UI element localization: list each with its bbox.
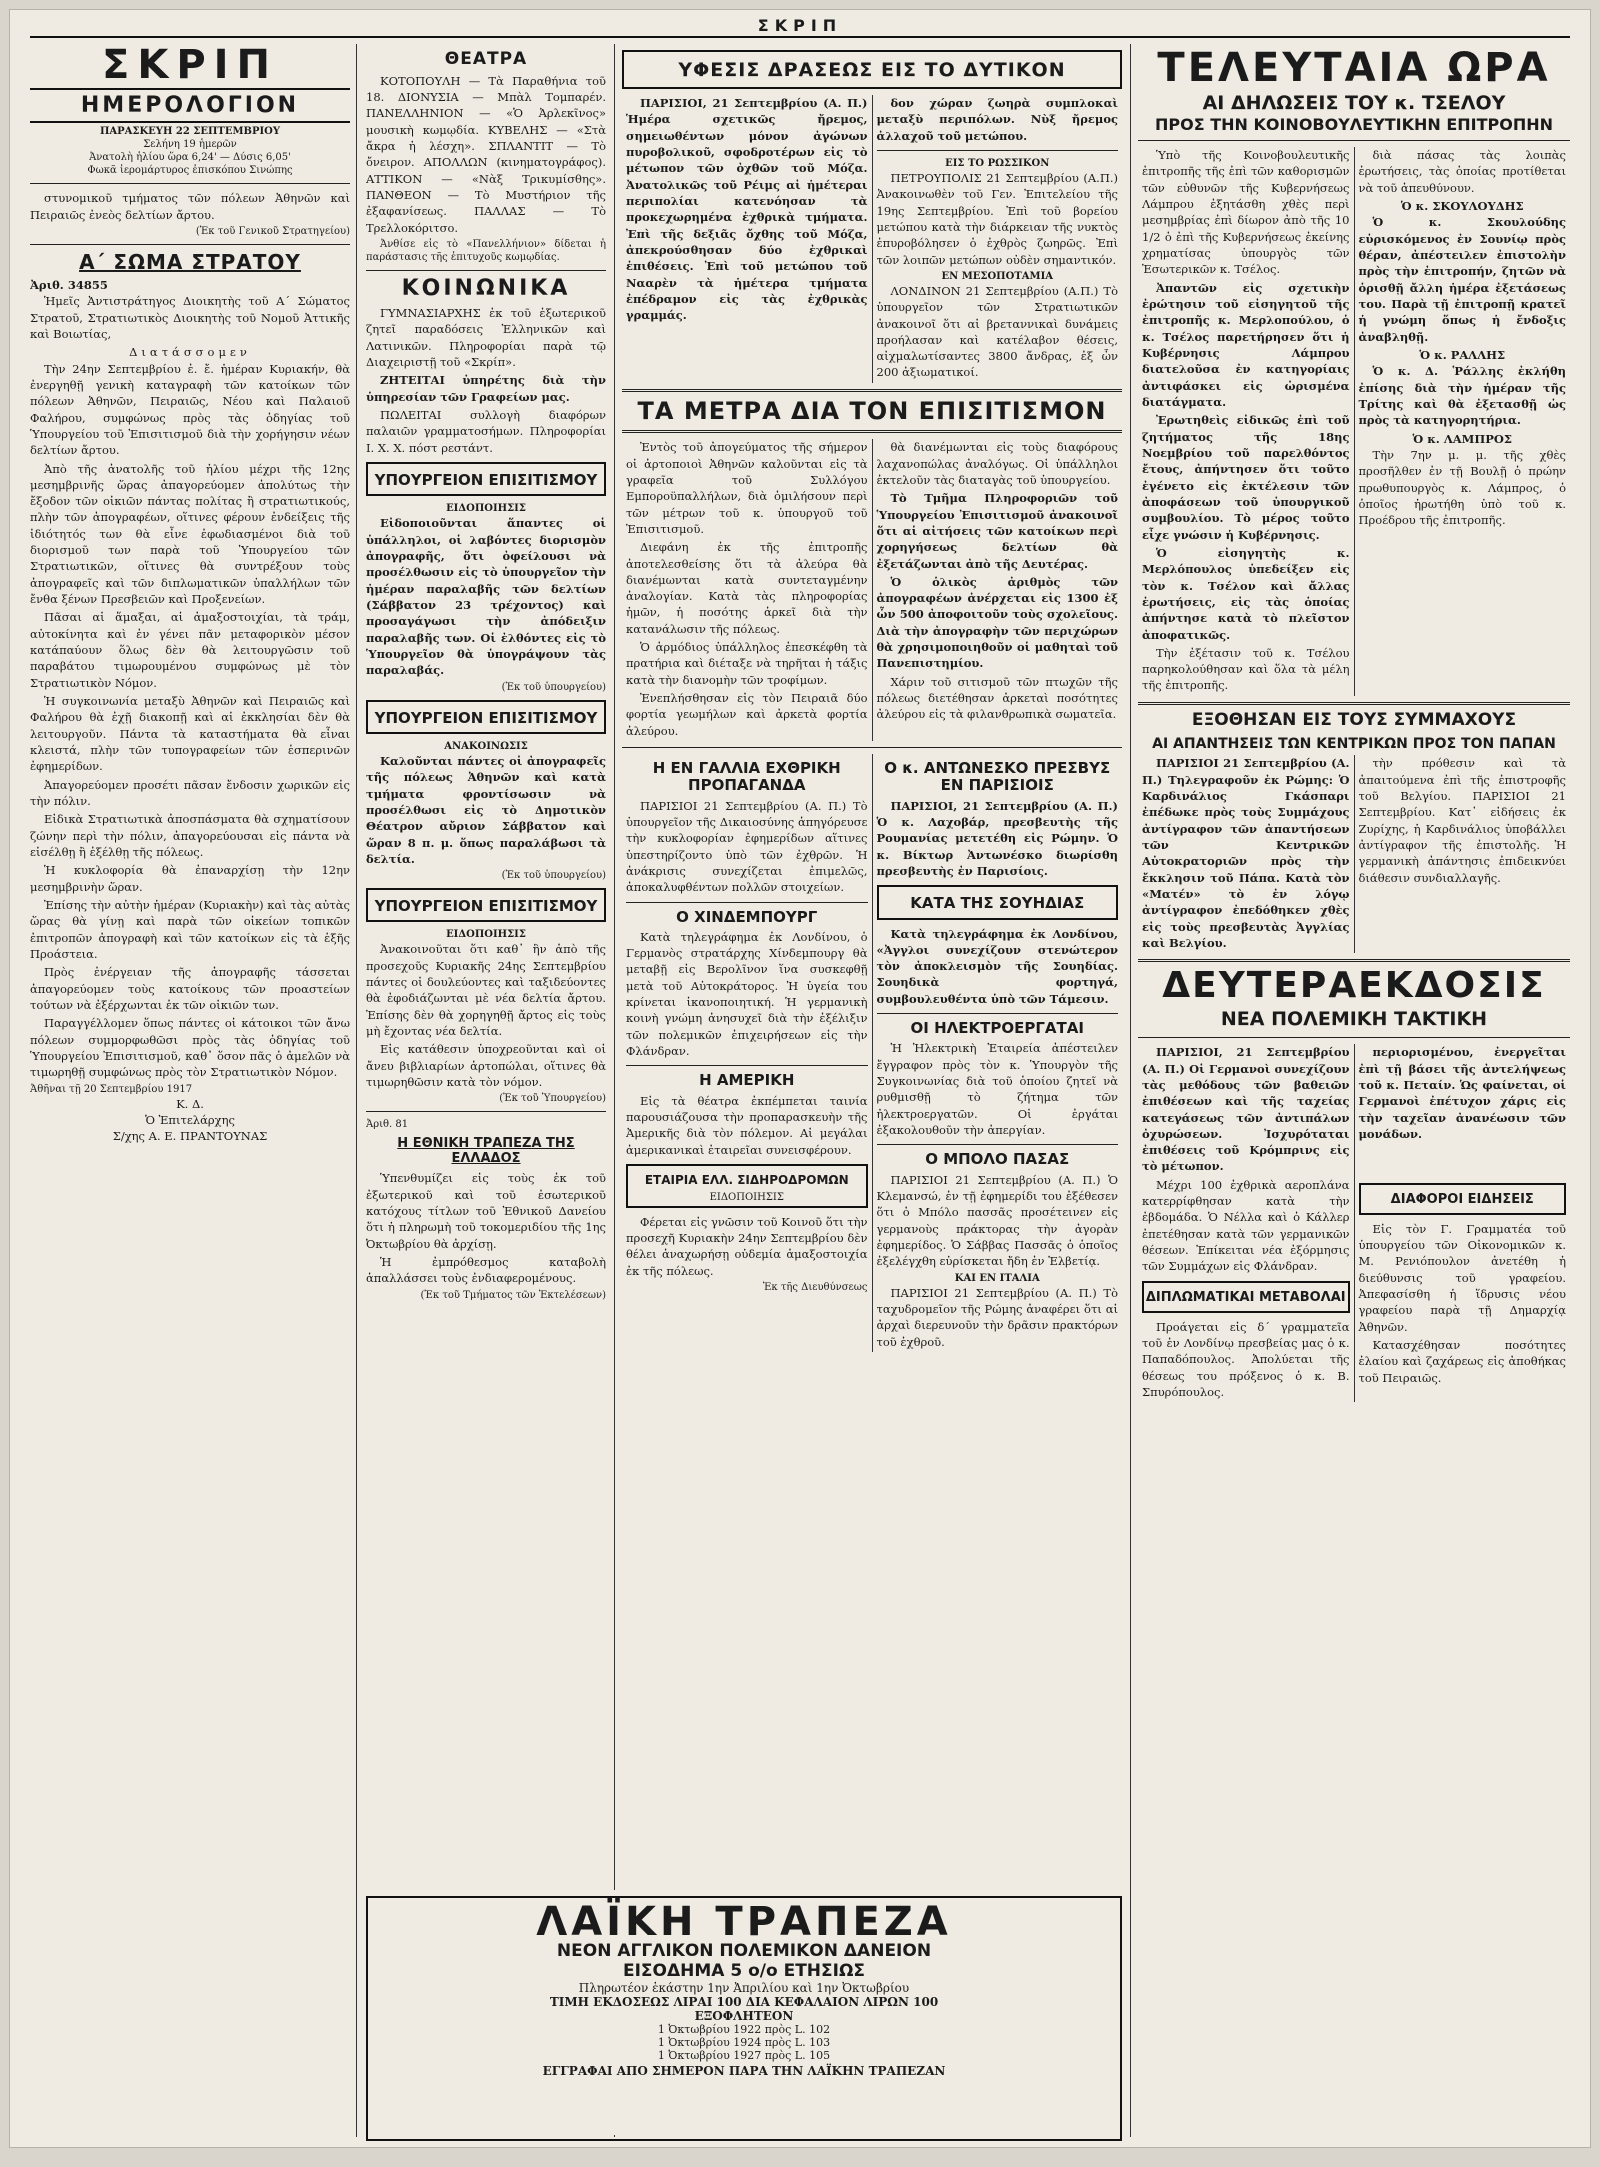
social-text: ΠΩΛΕΙΤΑΙ συλλογὴ διαφόρων παλαιῶν γραμματοσήμων. Πληροφορίαι Ι. Χ. Χ. πόστ ρεστάντ.	[366, 408, 606, 455]
newspaper-page	[10, 10, 1590, 2147]
ministry-source: (Ἐκ τοῦ ὑπουργείου)	[501, 870, 606, 882]
calendar-date: ΠΑΡΑΣΚΕΥΗ 22 ΣΕΠΤΕΜΒΡΙΟΥ	[99, 126, 281, 138]
russia-text: ΠΕΤΡΟΥΠΟΛΙΣ 21 Σεπτεμβρίου (Α.Π.) Ἀνακοινωθὲν τοῦ Γεν. Ἐπιτελείου τῆς 19ης Σεπτεμβρίου. Ἐπὶ τοῦ βορείου μετώπου κατὰ τὴν διάρκειαν τῆς νυκτὸς ἐπυροβόλησεν ὁ ἐχθρὸς ζωηρῶς. Ἐπὶ τῶν λοιπῶν μετώπων οὐδὲν σημαντικόν.	[876, 170, 1118, 267]
laiki-ad	[366, 1890, 1122, 2135]
theatre-heading: ΘΕΑΤΡΑ	[444, 49, 528, 69]
laiki-line: ΕΙΣΟΔΗΜΑ 5 ο/ο ΕΤΗΣΙΩΣ	[622, 1960, 866, 1981]
bank-number: Ἀριθ. 81	[366, 1119, 409, 1131]
america-text: Εἰς τὰ θέατρα ἐκπέμπεται ταινία παρουσιάζουσα τὴν προπαρασκευὴν τῆς Ἀμερικῆς διὰ τὸν πόλεμον. Αἱ μεγάλαι ἀμερικανικαὶ ἐταιρεῖαι συνεισφέρουν.	[626, 1093, 868, 1157]
declarations-text: Ἐρωτηθεὶς εἰδικῶς ἐπὶ τοῦ ζητήματος τῆς 18ης Νοεμβρίου τοῦ παρελθόντος ἔτους, ἀπήντησεν ὅτι τοῦτο ἐγένετο εἰς ἐκτέλεσιν τῶν ἀποφάσεων τοῦ ὑπουργικοῦ συμβουλίου. Τὸ μέρος τοῦτο εἶχε γνώσιν ἡ Κυβέρνησις.	[1142, 413, 1350, 542]
column-3	[622, 44, 1122, 2137]
laiki-bottom: ΕΓΓΡΑΦΑΙ ΑΠΟ ΣΗΜΕΡΟΝ ΠΑΡΑ ΤΗΝ ΛΑΪΚΗΝ ΤΡΑΠΕΖΑΝ	[542, 2064, 946, 2079]
front-heading: ΥΦΕΣΙΣ ΔΡΑΣΕΩΣ ΕΙΣ ΤΟ ΔΥΤΙΚΟΝ	[678, 59, 1066, 81]
ministry-heading: ΥΠΟΥΡΓΕΙΟΝ ΕΠΙΣΙΤΙΣΜΟΥ	[374, 708, 598, 727]
last-hour-heading: ΤΕΛΕΥΤΑΙΑ ΩΡΑ	[1157, 45, 1551, 91]
ministry-heading: ΥΠΟΥΡΓΕΙΟΝ ΕΠΙΣΙΤΙΣΜΟΥ	[374, 897, 598, 916]
laiki-line: ΤΙΜΗ ΕΚΔΟΣΕΩΣ ΛΙΡΑΙ 100 ΔΙΑ ΚΕΦΑΛΑΙΟΝ ΛΙΡΩΝ 100	[549, 1995, 939, 2010]
laiki-line: Πληρωτέον ἑκάστην 1ην Ἀπριλίου καὶ 1ην Ὀκτωβρίου	[578, 1981, 910, 1996]
laiki-row: 1 Ὀκτωβρίου 1922 πρὸς L. 102	[657, 2023, 831, 2037]
second-edition-text: Μέχρι 100 ἐχθρικὰ αεροπλάνα κατερρίφθησαν κατὰ τὴν ἐβδομάδα. Ὁ Νέλλα καὶ ὁ Κάλλερ ἐπετέθησαν κατὰ τῶν γερμανικῶν θέσεων. Ἐπίκειται νέα ἐξόρμησις τῶν Συμμάχων εἰς Φλάνδραν.	[1142, 1177, 1350, 1274]
intro-source: (Ἐκ τοῦ Γενικοῦ Στρατηγείου)	[195, 225, 350, 237]
ministry-sub: ΑΝΑΚΟΙΝΩΣΙΣ	[444, 740, 528, 752]
ministry-text: Εἰδοποιοῦνται ἅπαντες οἱ ὑπάλληλοι, οἱ λαβόντες διορισμὸν ἀπογραφῆς, ὅτι ὀφείλουσι νὰ προσέλθωσιν εἰς τὸ ὑπουργεῖον τὴν ἡμέραν παραλαβῆς τῶν δελτίων (Σάββατον 23 τρέχοντος) καὶ προσαγάγωσι τὴν ἀπόδειξιν παραλαβῆς των. Οἱ ἐλθόντες εἰς τὸ Ὑπουργεῖον θὰ ὑπογράψουν τὰς παραλαβάς.	[366, 516, 606, 678]
diplomatic-heading: ΔΙΠΛΩΜΑΤΙΚΑΙ ΜΕΤΑΒΟΛΑΙ	[1145, 1289, 1346, 1305]
army-paragraph: Εἰδικὰ Στρατιωτικὰ ἀποσπάσματα θὰ σχηματίσουν ζώνην περὶ τὴν πόλιν, ἀπαγορεύουσαι εἰς πάντα νὰ εἰσέλθῃ ἢ ἐξέλθῃ τῆς πόλεως.	[30, 812, 350, 860]
antonescu-heading: Ο κ. ΑΝΤΩΝΕΣΚΟ ΠΡΕΣΒΥΣ ΕΝ ΠΑΡΙΣΙΟΙΣ	[884, 759, 1111, 795]
measures-text: Ὁ ἁρμόδιος ὑπάλληλος ἐπεσκέφθη τὰ πρατήρια καὶ διέταξε νὰ τηρῆται ἡ τάξις κατὰ τὴν διανομὴν τῶν τροφίμων.	[626, 640, 868, 687]
army-role: Ὁ Ἐπιτελάρχης	[145, 1112, 235, 1127]
allies-heading: ΕΞΟΘΗΣΑΝ ΕΙΣ ΤΟΥΣ ΣΥΜΜΑΧΟΥΣ	[1191, 709, 1517, 730]
allies-text: τὴν πρόθεσιν καὶ τὰ ἀπαιτούμενα ἐπὶ τῆς ἐπιστροφῆς τοῦ Βελγίου. ΠΑΡΙΣΙΟΙ 21 Σεπτεμβρίου. Κατ᾿ εἰδήσεις ἐκ Ζυρίχης, ἡ Καρδινάλιος ὑποβάλλει ἀντίγραφον τῆς ἐπιστολῆς. Ἡ γερμανικὴ ἀπάντησις ἐπιδεικνύει διάθεσιν συνδιαλλαγῆς.	[1358, 756, 1566, 885]
front-text: δον χώραν ζωηρὰ συμπλοκαὶ μεταξὺ περιπόλων. Νὺξ ἤρεμος ἀλλαχοῦ τοῦ μετώπου.	[876, 95, 1118, 143]
second-edition-sub: ΝΕΑ ΠΟΛΕΜΙΚΗ ΤΑΚΤΙΚΗ	[1220, 1008, 1488, 1031]
column-divider	[356, 44, 357, 2137]
measures-text: Ἐνεπλήσθησαν εἰς τὸν Πειραιᾶ δύο φορτία γεωμήλων καὶ ἀρκετὰ φορτία ἀλεύρου.	[626, 691, 868, 738]
declarations-text: Ὑπὸ τῆς Κοινοβουλευτικῆς ἐπιτροπῆς τῆς ἐπὶ τῶν καθορισμῶν τῶν εὐθυνῶν τῆς Κυβερνήσεως Λάμπρου ἐξητάσθη χθὲς περὶ μεσημβρίας ἐπὶ δίωρον ἀπὸ τῆς 10 1/2 ὁ ἐπὶ τῆς Κυβερνήσεως ἐκείνης χρηματίσας ὑπουργὸς τῶν Ἐσωτερικῶν κ. Τσέλος.	[1142, 147, 1350, 277]
ministry-sub: ΕΙΔΟΠΟΙΗΣΙΣ	[446, 503, 526, 515]
army-signature: Σ/χης Α. Ε. ΠΡΑΝΤΟΥΝΑΣ	[112, 1129, 268, 1144]
declarations-text: Ἀπαντῶν εἰς σχετικὴν ἐρώτησιν τοῦ εἰσηγητοῦ τῆς ἐπιτροπῆς κ. Μερλοπούλου, ὁ κ. Τσέλος παρετήρησεν ὅτι ἡ Κυβέρνησις Λάμπρου διατελοῦσα ἐν κατηγορίαις ἀντιφάσκει εἰς ὡρισμένα διατάγματα.	[1142, 280, 1350, 409]
theatre-note: Ἀνθίσε εἰς τὸ «Πανελλήνιον» δίδεται ἡ παράστασις τῆς ἐπιτυχοῦς κωμῳδίας.	[366, 238, 606, 263]
france-text: ΠΑΡΙΣΙΟΙ 21 Σεπτεμβρίου (Α. Π.) Τὸ ὑπουργεῖον τῆς Δικαιοσύνης ἀπηγόρευσε τὴν κυκλοφορίαν ἐφημερίδων αἵτινες ὑπεστηρίζοντο ὑπὸ τῶν ἐχθρῶν. Ἡ ἀνάκρισις συνεχίζεται ἐπιμελῶς, ἀποκαλυφθέντων πολλῶν στοιχείων.	[626, 798, 868, 895]
bank-source: (Ἐκ τοῦ Τμήματος τῶν Ἐκτελέσεων)	[420, 1289, 606, 1301]
measures-text: Ὁ ὁλικὸς ἀριθμὸς τῶν ἀπογραφέων ἀνέρχεται εἰς 1300 ἐξ ὧν 500 ἀποφοιτοῦν τοὺς σχολεῖους. Διὰ τὴν ἀπογραφὴν τῶν περιχώρων θὰ χρησιμοποιηθοῦν οἱ μαθηταὶ τοῦ Πανεπιστημίου.	[876, 574, 1118, 671]
masthead	[30, 14, 1570, 38]
army-paragraph: Ἡμεῖς Ἀντιστράτηγος Διοικητὴς τοῦ Α΄ Σώματος Στρατοῦ, Στρατιωτικὸς Διοικητὴς τοῦ Νομοῦ Ἀττικῆς καὶ Βοιωτίας,	[30, 294, 350, 341]
measures-heading: ΤΑ ΜΕΤΡΑ ΔΙΑ ΤΟΝ ΕΠΙΣΙΤΙΣΜΟΝ	[637, 396, 1107, 425]
meso-heading: ΕΝ ΜΕΣΟΠΟΤΑΜΙΑ	[941, 270, 1054, 282]
measures-text: Ἐντὸς τοῦ ἀπογεύματος τῆς σήμερον οἱ ἀρτοποιοὶ Ἀθηνῶν καλοῦνται εἰς τὰ γραφεῖα τοῦ Συλλόγου Εμποροϋπαλλήλων, διὰ ὁμιλήσουν περὶ τῶν μέτρων τοῦ κ. ὑπουργοῦ τοῦ Ἐπισιτισμοῦ.	[626, 440, 868, 536]
declarations-text: Τὴν ἐξέτασιν τοῦ κ. Τσέλου παρηκολούθησαν καὶ ὅλα τὰ μέλη τῆς ἐπιτροπῆς.	[1142, 645, 1350, 693]
declarations-text: Ὁ κ. Δ. Ῥάλλης ἐκλήθη ἐπίσης διὰ τὴν ἡμέραν τῆς Τρίτης καὶ θὰ ἐξετασθῇ ὡς πρὸς τὰ κατηγορητήρια.	[1358, 364, 1566, 428]
measures-text: Χάριν τοῦ σιτισμοῦ τῶν πτωχῶν τῆς πόλεως διετέθησαν ἀρκεταὶ ποσότητες ἀλεύρου εἰς τὰ φιλανθρωπικὰ σωματεῖα.	[876, 674, 1118, 722]
declarations-sub: ΑΙ ΔΗΛΩΣΕΙΣ ΤΟΥ κ. ΤΣΕΛΟΥ	[1202, 92, 1506, 114]
hindenburg-text: Κατὰ τηλεγράφημα ἐκ Λονδίνου, ὁ Γερμανὸς στρατάρχης Χίνδεμπουργ θὰ μεταβῇ εἰς Βερολῖνον ἵνα συσκεφθῇ μετὰ τοῦ Αὐτοκράτορος. Ἡ ὑγεία του κρίνεται ἱκανοποιητική. Ἡ γερμανικὴ κοινὴ γνώμη ἀνησυχεῖ διὰ τὴν ἐξέλιξιν τῶν πολεμικῶν ἐπιχειρήσεων εἰς τὴν Φλάνδραν.	[626, 929, 868, 1059]
ministry-source: (Ἐκ τοῦ Ὑπουργείου)	[499, 1093, 606, 1105]
calendar-sun: Ἀνατολὴ ἡλίου ὥρα 6,24' — Δύσις 6,05'	[89, 152, 291, 164]
misc-text: Κατασχέθησαν ποσότητες ἐλαίου καὶ ζαχάρεως εἰς ἀποθήκας τοῦ Πειραιῶς.	[1358, 1338, 1566, 1385]
bank-text: Ἡ ἐμπρόθεσμος καταβολὴ ἀπαλλάσσει τοὺς ἐνδιαφερομένους.	[366, 1254, 606, 1286]
calendar-feast: Φωκᾶ ἱερομάρτυρος ἐπισκόπου Σινώπης	[87, 165, 293, 177]
sweden-heading: ΚΑΤΑ ΤΗΣ ΣΟΥΗΔΙΑΣ	[910, 894, 1085, 913]
laiki-line: ΝΕΟΝ ΑΓΓΛΙΚΟΝ ΠΟΛΕΜΙΚΟΝ ΔΑΝΕΙΟΝ	[556, 1941, 932, 1961]
social-heading: ΚΟΙΝΩΝΙΚΑ	[401, 275, 571, 301]
declarations-name: Ὁ κ. ΡΑΛΛΗΣ	[1419, 347, 1506, 362]
meso-text: ΛΟΝΔΙΝΟΝ 21 Σεπτεμβρίου (Α.Π.) Τὸ ὑπουργεῖον τῶν Στρατιωτικῶν ἀνακοινοῖ ὅτι αἱ βρεταννικαὶ δυνάμεις προήλασαν καὶ κατέλαβον θέσεις, αἰχμαλωτίσαντες 3800 ἄνδρας, ἐξ ὧν 200 ἀξιωματικοί.	[876, 283, 1118, 380]
declarations-text: Ὁ κ. Σκουλούδης εὑρισκόμενος ἐν Σουνίῳ πρὸς θέραν, ἀπέστειλεν ἐπιστολὴν πρὸς τὴν ἐπιτροπήν, ζητῶν νὰ ὁρισθῇ ἄλλη ἡμέρα ἐξετάσεως του. Παρὰ τῇ ἐπιτροπῇ κρατεῖ ἡ γνώμη ὅπως ἡ ἔνδοξις ἀναβληθῇ.	[1358, 215, 1566, 344]
measures-text: Διεφάνη ἐκ τῆς ἐπιτροπῆς ἀποτελεσθείσης ὅτι τὰ ἀλεύρα θὰ διανέμωνται κατὰ συντεταγμένην ἀναλογίαν. Κατὰ τὰς πληροφορίας ἡμῶν, ἡ ποσότης ἀρκεῖ διὰ τὴν κατανάλωσιν τῆς πόλεως.	[626, 540, 868, 636]
second-edition-text: περιορισμένου, ἐνεργεῖται ἐπὶ τῇ βάσει τῆς ἀντελήψεως τοῦ κ. Πεταίν. Ὡς φαίνεται, οἱ Γερμανοὶ ἐπέτυχον χάρις εἰς τὴν ταχεῖαν ἀνανέωσιν τῶν μονάδων.	[1358, 1045, 1566, 1141]
laiki-row: 1 Ὀκτωβρίου 1924 πρὸς L. 103	[657, 2036, 831, 2050]
second-edition-text: ΠΑΡΙΣΙΟΙ, 21 Σεπτεμβρίου (Α. Π.) Οἱ Γερμανοὶ συνεχίζουν τὰς μεθόδους τῶν βαθειῶν ἐπιθέσεων καὶ τῆς ταχείας κατεγάσεως τῶν ἀντιπάλων ὀχυρώσεων. Ἰσχυρόταται ἐπιθέσεις τοῦ Κρόμπρινς εἰς τὸ μέτωπον.	[1142, 1045, 1350, 1174]
america-heading: Η ΑΜΕΡΙΚΗ	[699, 1071, 795, 1090]
russia-heading: ΕΙΣ ΤΟ ΡΩΣΣΙΚΟΝ	[945, 157, 1050, 169]
social-wanted: ΖΗΤΕΙΤΑΙ ὑπηρέτης διὰ τὴν ὑπηρεσίαν τῶν Γραφείων μας.	[366, 373, 606, 404]
ministry-text: Καλοῦνται πάντες οἱ ἀπογραφεῖς τῆς πόλεως Ἀθηνῶν καὶ κατὰ τμήματα φροντίσωσιν νὰ προσέλθωσι εἰς τὸ Δημοτικὸν Θέατρον αὔριον Σάββατον καὶ ὥραν 8 π. μ. ὅπως παραλάβωσι τὰ δελτία.	[366, 753, 606, 866]
calendar-moon: Σελήνη 19 ἡμερῶν	[143, 139, 237, 151]
calendar-title: ΗΜΕΡΟΛΟΓΙΟΝ	[30, 88, 350, 123]
italy-heading: ΚΑΙ ΕΝ ΙΤΑΛΙΑ	[954, 1272, 1040, 1284]
army-paragraph: Ἀπαγορεύομεν προσέτι πᾶσαν ἔνδοσιν χωρικῶν εἰς τὴν πόλιν.	[30, 777, 350, 809]
allies-heading: ΑΙ ΑΠΑΝΤΗΣΕΙΣ ΤΩΝ ΚΕΝΤΡΙΚΩΝ ΠΡΟΣ ΤΟΝ ΠΑΠΑΝ	[1152, 736, 1556, 753]
logo: ΣΚΡΙΠ	[102, 44, 278, 88]
allies-text: ΠΑΡΙΣΙΟΙ 21 Σεπτεμβρίου (Α. Π.) Τηλεγραφοῦν ἐκ Ρώμης: Ὁ Καρδινάλιος Γκάσπαρι ἐπέδωκε πρὸς τοὺς Συμμάχους ἀντίγραφον τῶν ἀπαντήσεων τῶν Κεντρικῶν Αὐτοκρατοριῶν πρὸς τὴν ἔκκλησιν τοῦ Πάπα. Κατὰ τὸν «Ματέν» τὸ ἐν λόγῳ ἀντίγραφον ἐπεδόθηκεν χθὲς εἰς τοὺς πρεσβευτὰς Ἀγγλίας καὶ Βελγίου.	[1142, 756, 1350, 951]
hindenburg-heading: Ο ΧΙΝΔΕΜΠΟΥΡΓ	[676, 907, 818, 926]
france-heading: Η ΕΝ ΓΑΛΛΙΑ ΕΧΘΡΙΚΗ ΠΡΟΠΑΓΑΝΔΑ	[652, 759, 841, 795]
column-divider	[614, 44, 615, 2137]
declarations-name: Ὁ κ. ΛΑΜΠΡΟΣ	[1412, 431, 1513, 446]
electric-text: Ἡ Ἠλεκτρικὴ Ἑταιρεία ἀπέστειλεν ἔγγραφον πρὸς τὸν κ. Ὑπουργὸν τῆς Συγκοινωνίας διὰ τοῦ ὁποίου ζητεῖ νὰ ρυθμισθῇ τὸ ζήτημα τῶν ἠλεκτροεργατῶν. Οἱ ἐργάται ἐξακολουθοῦν τὴν ἀπεργίαν.	[876, 1041, 1118, 1138]
measures-text: θὰ διανέμωνται εἰς τοὺς διαφόρους λαχανοπώλας ἀναλόγως. Οἱ ὑπάλληλοι ἐκτελοῦν τὰς διαταγὰς τοῦ ὑπουργείου.	[876, 440, 1118, 487]
army-paragraph: Ἀπὸ τῆς ἀνατολῆς τοῦ ἡλίου μέχρι τῆς 12ης μεσημβρινῆς ὥρας ἀπαγορεύομεν ἀπολύτως τὴν ἔξοδον τῶν οἰκιῶν πάντας πολίτας ἢ στρατιωτικούς, πλὴν τῶν ἀπογραφέων, οἵτινες φέρουν ἐνδείξεις τῆς ἰδιότητός των θὰ εἶνε ἐφωδιασμένοι διὰ τοῦ διορισμοῦ των παρὰ τοῦ Ὑπουργείου τῶν Στρατιωτικῶν, οἵτινες θὰ συντρέξουν τοὺς ἀπογραφεῖς καὶ τῶν διπλωματικῶν ὑπαλλήλων τῶν ἔνθα ξένων Πρεσβειῶν καὶ Προξενείων.	[30, 461, 350, 607]
column-divider	[1130, 44, 1131, 2137]
declarations-sub: ΠΡΟΣ ΤΗΝ ΚΟΙΝΟΒΟΥΛΕΥΤΙΚΗΝ ΕΠΙΤΡΟΠΗΝ	[1154, 114, 1553, 134]
ministry-heading: ΥΠΟΥΡΓΕΙΟΝ ΕΠΙΣΙΤΙΣΜΟΥ	[374, 471, 598, 490]
sweden-text: Κατὰ τηλεγράφημα ἐκ Λονδίνου, «Ἀγγλοι συνεχίζουν στενώτερον τὸν ἀποκλεισμὸν τῆς Σουηδίας. Σουηδικὰ φορτηγά, συμβουλευθέντα ὑπὸ τῶν Τάμεσιν.	[876, 926, 1118, 1006]
bolo-heading: Ο ΜΠΟΛΟ ΠΑΣΑΣ	[925, 1150, 1070, 1169]
antonescu-text: ΠΑΡΙΣΙΟΙ, 21 Σεπτεμβρίου (Α. Π.) Ὁ κ. Λαχοβάρ, πρεσβευτὴς τῆς Ρουμανίας μετετέθη εἰς Ρώμην. Ὁ κ. Βίκτωρ Ἀντωνέσκο διωρίσθη πρεσβευτὴς ἐν Παρισίοις.	[876, 798, 1118, 878]
ministry-sub: ΕΙΔΟΠΟΙΗΣΙΣ	[446, 929, 526, 941]
rail-text: Φέρεται εἰς γνῶσιν τοῦ Κοινοῦ ὅτι τὴν προσεχῆ Κυριακὴν 24ην Σεπτεμβρίου δὲν θέλει ἀναχωρήσῃ οὐδεμία ἁμαξοστοιχία ἐκ τῆς πόλεως.	[626, 1214, 868, 1278]
measures-text: Τὸ Τμῆμα Πληροφοριῶν τοῦ Ὑπουργείου Ἐπισιτισμοῦ ἀνακοινοῖ ὅτι αἱ αἰτήσεις τῶν κατοίκων περὶ χορηγήσεως δελτίων θὰ ἐξετάζωνται ἀπὸ τῆς Δευτέρας.	[876, 491, 1118, 571]
army-paragraph: Ἡ κυκλοφορία θὰ ἐπαναρχίσῃ τὴν 12ην μεσημβρινὴν ὥραν.	[30, 863, 350, 894]
army-paragraph: Πᾶσαι αἱ ἅμαξαι, αἱ ἁμαξοστοιχίαι, τὰ τράμ, αὐτοκίνητα καὶ ἐν γένει πᾶν μεταφορικὸν μέσον κατάπαύουν ὅλως δὲν θὰ λειτουργῶσιν τοῦ παραβάτου τιμωρουμένου συμφώνως μὲ τὸν Στρατιωτικὸν Νόμον.	[30, 610, 350, 690]
column-4	[1138, 44, 1570, 2137]
army-paragraph: Τὴν 24ην Σεπτεμβρίου ἐ. ἔ. ἡμέραν Κυριακήν, θὰ ἐνεργηθῇ γενικὴ καταγραφὴ τῶν κατοίκων τῶν πόλεων Ἀθηνῶν, Πειραιῶς, Νέου καὶ Παλαιοῦ Φαλήρου, συμφώνως πρὸς τὰς ὁδηγίας τοῦ Ὑπουργείου τοῦ Ἐπισιτισμοῦ διὰ τὴν χορήγησιν νέων δελτίων ἄρτου.	[30, 361, 350, 458]
front-text: ΠΑΡΙΣΙΟΙ, 21 Σεπτεμβρίου (Α. Π.) Ἡμέρα σχετικῶς ἤρεμος, σημειωθέντων μόνον ἀγώνων πυροβολικοῦ, σφοδροτέρων εἰς τὸ μέτωπον τῶν ὀχθῶν τοῦ Μόζα. Ἀνατολικῶς τοῦ Ρέιμς αἱ ἡμέτεραι περιπολίαι κατενόησαν τὰ προκεχωρημένα ἐχθρικὰ τμήματα. Ἐπὶ τῆς δεξιᾶς ὄχθης τοῦ Μόζα, ἀπεκρούσθησαν δύο ἐχθρικαὶ ἐπιθέσεις. Ἐπὶ τοῦ μετώπου τοῦ Νααρὲν τὰ ἡμέτερα τμήματα ἐπέδραμον εἰς τὰς ἐχθρικὰς γραμμάς.	[626, 95, 868, 323]
intro-text: στυνομικοῦ τμήματος τῶν πόλεων Ἀθηνῶν καὶ Πειραιῶς ἐνεὸς δελτίων ἄρτου.	[30, 191, 350, 222]
rail-source: Ἐκ τῆς Διευθύνσεως	[762, 1282, 868, 1294]
army-decree: Διατάσσομεν	[129, 345, 251, 360]
rail-sub: ΕΙΔΟΠΟΙΗΣΙΣ	[709, 1191, 784, 1203]
bank-heading: Η ΕΘΝΙΚΗ ΤΡΑΠΕΖΑ ΤΗΣ ΕΛΛΑΔΟΣ	[397, 1136, 575, 1167]
army-heading: Α΄ ΣΩΜΑ ΣΤΡΑΤΟΥ	[79, 249, 301, 274]
misc-heading: ΔΙΑΦΟΡΟΙ ΕΙΔΗΣΕΙΣ	[1390, 1191, 1534, 1207]
army-paragraph: Παραγγέλλομεν ὅπως πάντες οἱ κάτοικοι τῶν ἄνω πόλεων συμμορφωθῶσι πρὸς τὰς ὁδηγίας τοῦ Ὑπουργείου Ἐπισιτισμοῦ, καθ᾿ ὅσον πᾶς ὁ ἀμελῶν νὰ τιμωρηθῇ συμφώνως πρὸς τὸν Στρατιωτικὸν Νόμον.	[30, 1016, 350, 1080]
declarations-text: Τὴν 7ην μ. μ. τῆς χθὲς προσῆλθεν ἐν τῇ Βουλῇ ὁ πρώην πρωθυπουργὸς κ. Λάμπρος, ὁ ὁποῖος ἠρωτήθη ὑπὸ τοῦ κ. Προέδρου τῆς ἐπιτροπῆς.	[1358, 447, 1566, 528]
army-date: Ἀθῆναι τῇ 20 Σεπτεμβρίου 1917	[30, 1083, 193, 1095]
declarations-text: διὰ πάσας τὰς λοιπὰς ἐρωτήσεις, τὰς ὁποίας προτίθεται νὰ τοῦ ἀπευθύνουν.	[1358, 147, 1566, 195]
social-text: ΓΥΜΝΑΣΙΑΡΧΗΣ ἐκ τοῦ ἐξωτερικοῦ ζητεῖ παραδόσεις Ἑλληνικῶν καὶ Λατινικῶν. Πληροφορίαι παρὰ τῷ Διαχειριστῇ τοῦ «Σκρίπ».	[366, 306, 606, 370]
electric-heading: ΟΙ ΗΛΕΚΤΡΟΕΡΓΑΤΑΙ	[910, 1019, 1084, 1038]
ministry-text: Εἰς κατάθεσιν ὑποχρεοῦνται καὶ οἱ ἄνευ βιβλιαρίων ἀρτοπώλαι, οἵτινες θὰ τιμωρηθῶσιν κατὰ τὸν νόμον.	[366, 1042, 606, 1090]
diplomatic-text: Προάγεται εἰς δ΄ γραμματεῖα τοῦ ἐν Λονδίνῳ πρεσβείας μας ὁ κ. Παπαδόπουλος. Ἀπολύεται τῆς θέσεως του πρόξενος ὁ κ. Β. Σπυρόπουλος.	[1142, 1319, 1350, 1400]
bolo-text: ΠΑΡΙΣΙΟΙ 21 Σεπτεμβρίου (Α. Π.) Ὁ Κλεμανσώ, ἐν τῇ ἐφημερίδι του ἐξέθεσεν ὅτι ὁ Μπόλο πασσᾶς προσέτεινεν εἰς γερμανοὺς πράκτορας τὴν ἀγορὰν ἐφημερίδος. Ὁ Σάββας Πασσᾶς ὁ ὁποῖος ἐξελέγχθη εὑρίσκεται ἤδη ἐν Ἑλβετίᾳ.	[876, 1172, 1118, 1269]
laiki-row: 1 Ὀκτωβρίου 1927 πρὸς L. 105	[657, 2049, 831, 2063]
misc-text: Εἰς τὸν Γ. Γραμματέα τοῦ ὑπουργείου τῶν Οἰκονομικῶν κ. Μ. Ρενιόπουλον ἀνετέθη ἡ διεύθυνσις τοῦ γραφείου. Ἀπεφασίσθη ἡ ἵδρυσις νέου γραφείου παρὰ τῇ Δημαρχίᾳ Ἀθηνῶν.	[1358, 1221, 1566, 1334]
declarations-text: Ὁ εἰσηγητὴς κ. Μερλόπουλος ὑπεδείξεν εἰς τὸν κ. Τσέλον καὶ ἄλλας ἐρωτήσεις, εἰς τὰς ὁποίας ἀπήντησε κατὰ τὸ πλεῖστον ἀποφατικῶς.	[1142, 545, 1350, 642]
masthead-title: ΣΚΡΙΠ	[757, 15, 843, 35]
laiki-line: ΕΞΟΦΛΗΤΕΟΝ	[694, 2009, 794, 2024]
ministry-text: Ἀνακοινοῦται ὅτι καθ᾿ ἣν ἀπὸ τῆς προσεχοῦς Κυριακῆς 24ης Σεπτεμβρίου πάντες οἱ δουλεύοντες καὶ ταξιδεύοντες θὰ ἐφοδιάζωνται μὲ νέα δελτία ἄρτου. Ἐπίσης δὲν θὰ χορηγηθῇ ἄρτος εἰς τοὺς μὴ ἔχοντας νέα δελτία.	[366, 942, 606, 1039]
laiki-title: ΛΑΪΚΗ ΤΡΑΠΕΖΑ	[536, 1899, 952, 1945]
theatre-listing: ΚΟΤΟΠΟΥΛΗ — Τὰ Παραθήνια τοῦ 18. ΔΙΟΝΥΣΙΑ — Μπὰλ Τομπαρέν. ΠΑΝΕΛΛΗΝΙΟΝ — «Ὁ Ἀρλεκῖνος» μουσικὴ κωμῳδία. ΚΥΒΕΛΗΣ — «Στὰ ἄκρα ἡ λέσχη». ΣΠΛΑΝΤΙΤ — Τὸ ὄνειρον. ΑΠΟΛΛΩΝ (κινηματογράφος). ΑΤΤΙΚΟΝ — «Νὰξ Τρικυμίσθης». ΠΑΝΘΕΟΝ — Τὸ Μυστήριον τῆς ἐξαφανίσεως. ΠΑΛΛΑΣ — Τὸ Τρελλοκόριτσο.	[366, 73, 606, 235]
army-number: Ἀριθ. 34855	[30, 277, 108, 292]
army-paragraph: Ἐπίσης τὴν αὐτὴν ἡμέραν (Κυριακὴν) καὶ τὰς αὐτὰς ὥρας θὰ γίνῃ καὶ παρὰ τῶν οἰκείων τοπικῶν ἐπιτροπῶν ἀπογραφὴ καὶ τῶν κατοίκων εἰς τὰ ἑξῆς Προάστεια.	[30, 898, 350, 962]
column-2	[366, 44, 606, 2137]
italy-text: ΠΑΡΙΣΙΟΙ 21 Σεπτεμβρίου (Α. Π.) Τὸ ταχυδρομεῖον τῆς Ρώμης ἀναφέρει ὅτι αἱ ἀρχαὶ διερευνοῦν τὴν δρᾶσιν πρακτόρων τοῦ ἐχθροῦ.	[876, 1285, 1118, 1349]
second-edition-heading: ΔΕΥΤΕΡΑΕΚΔΟΣΙΣ	[1162, 965, 1546, 1007]
declarations-name: Ὁ κ. ΣΚΟΥΛΟΥΔΗΣ	[1400, 198, 1524, 213]
bank-text: Ὑπενθυμίζει εἰς τοὺς ἐκ τοῦ ἐξωτερικοῦ καὶ τοῦ ἐσωτερικοῦ κατόχους τίτλων τοῦ Ἐθνικοῦ Δανείου ὅτι ἡ πληρωμὴ τοῦ τοκομεριδίου τῆς 1ης Ὀκτωβρίου θὰ ἀρχίσῃ.	[366, 1171, 606, 1251]
rail-heading: ΕΤΑΙΡΙΑ ΕΛΛ. ΣΙΔΗΡΟΔΡΟΜΩΝ	[644, 1173, 849, 1188]
army-initials: Κ. Δ.	[176, 1096, 204, 1111]
army-paragraph: Ἡ συγκοινωνία μεταξὺ Ἀθηνῶν καὶ Πειραιῶς καὶ Φαλήρου θὰ ἐχῇ διακοπῇ καὶ αἱ ἐκκλησίαι δὲν θὰ λειτουργοῦν. Πάντα τὰ καταστήματα θὰ εἶναι κλειστά, πλὴν τῶν τυπογραφείων τῶν ἑσπερινῶν ἐφημερίδων.	[30, 694, 350, 774]
army-paragraph: Πρὸς ἐνέργειαν τῆς ἀπογραφῆς τάσσεται ἀπαγορεύομεν τοὺς κατοίκους τῶν προαστείων τούτων νὰ ἐξέρχωνται ἐκ τῶν οἰκιῶν των.	[30, 965, 350, 1012]
column-1	[30, 44, 350, 2137]
ministry-source: (Ἐκ τοῦ ὑπουργείου)	[501, 681, 606, 693]
